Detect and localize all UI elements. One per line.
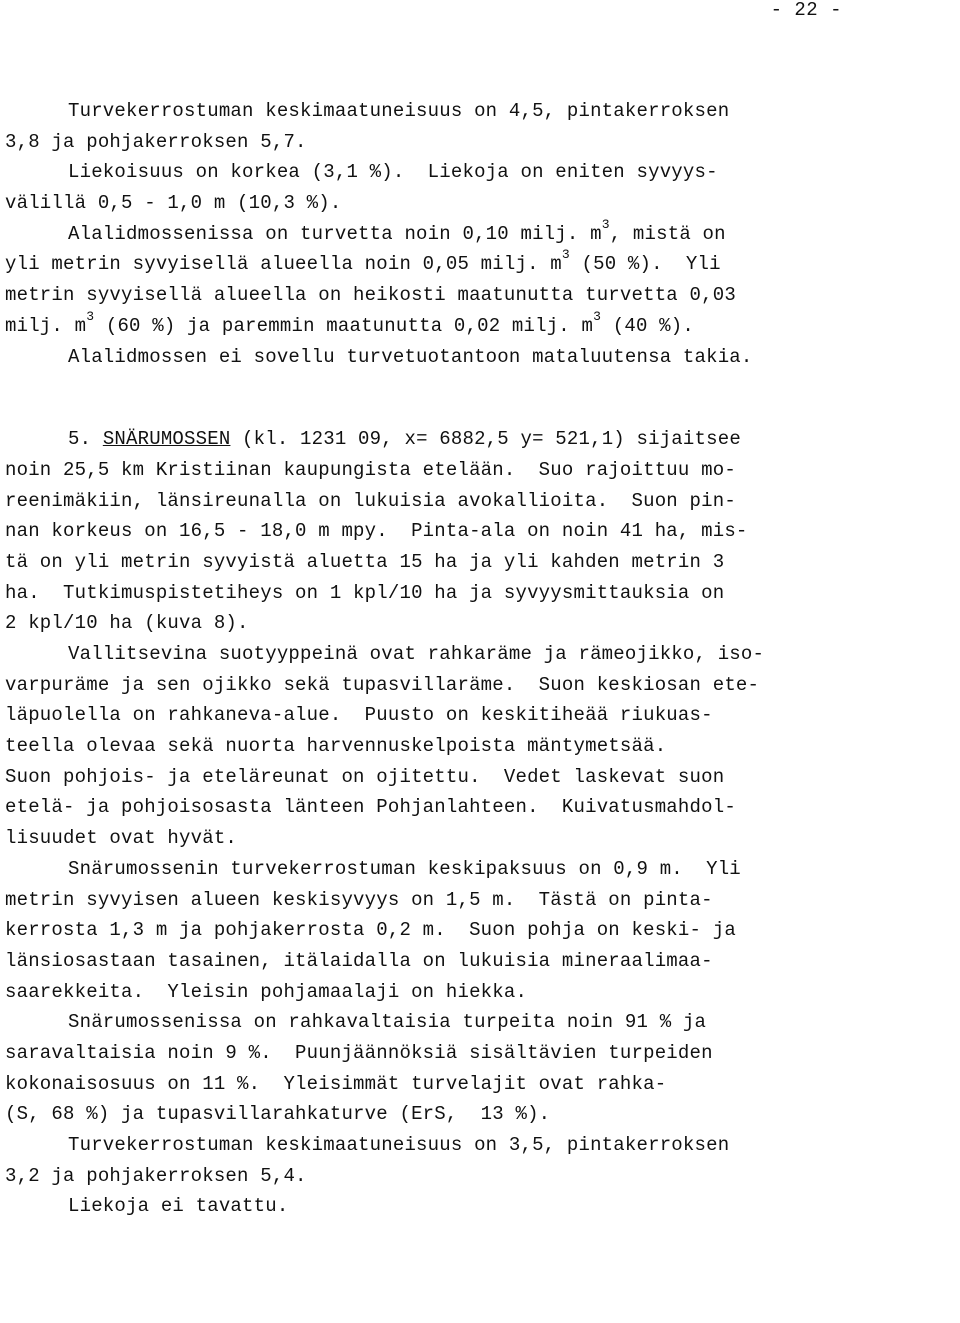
text-segment: (50 %). Yli [569,253,721,276]
text-segment: yli metrin syvyisellä alueella noin 0,05 milj. m [5,253,562,276]
text-line [5,308,885,342]
text-line: välillä 0,5 - 1,0 m (10,3 %). [5,192,342,215]
text-segment: (60 %) ja paremmin maatunutta 0,02 milj. m [94,314,594,337]
heading-number: 5. [68,428,103,451]
text-line: 2 kpl/10 ha (kuva 8). [5,612,249,635]
text-line: kerrosta 1,3 m ja pohjakerrosta 0,2 m. Suon pohja on keski- ja [5,919,736,942]
text-line: läpuolella on rahkaneva-alue. Puusto on keskitiheää riukuas- [5,704,713,727]
page-number: - 22 - [770,0,842,21]
text-line: Turvekerrostuman keskimaatuneisuus on 3,5, pintakerroksen [68,1134,730,1156]
text-line: noin 25,5 km Kristiinan kaupungista etelään. Suo rajoittuu mo- [5,458,736,481]
heading-rest: (kl. 1231 09, x= 6882,5 y= 521,1) sijaitsee [230,428,741,451]
text-line: nan korkeus on 16,5 - 18,0 m mpy. Pinta-ala on noin 41 ha, mis- [5,520,748,543]
text-line: Turvekerrostuman keskimaatuneisuus on 4,5, pintakerroksen [68,100,730,122]
text-line: tä on yli metrin syvyistä aluetta 15 ha ja yli kahden metrin 3 [5,550,725,573]
text-segment: milj. m [5,314,87,337]
text-line: Snärumossenin turvekerrostuman keskipaksuus on 0,9 m. Yli [68,857,741,880]
text-line: kokonaisosuus on 11 %. Yleisimmät turvelajit ovat rahka- [5,1072,667,1095]
text-line: saravaltaisia noin 9 %. Puunjäännöksiä sisältävien turpeiden [5,1041,713,1064]
text-line: Liekoja ei tavattu. [68,1195,289,1218]
text-line: Alalidmossen ei sovellu turvetuotantoon mataluutensa takia. [68,345,753,368]
text-line: reenimäkiin, länsireunalla on lukuisia avokallioita. Suon pin- [5,489,736,512]
superscript-3: 3 [593,308,602,324]
superscript-3: 3 [86,308,95,324]
text-line: Liekoisuus on korkea (3,1 %). Liekoja on eniten syvyys- [68,161,718,184]
text-line: teella olevaa sekä nuorta harvennuskelpoista mäntymetsää. [5,735,667,758]
superscript-3: 3 [601,216,610,232]
text-line: metrin syvyisen alueen keskisyvyys on 1,5 m. Tästä on pinta- [5,888,713,911]
text-line: Snärumossenissa on rahkavaltaisia turpeita noin 91 % ja [68,1011,707,1034]
text-line [5,216,885,250]
text-segment: (40 %). [601,314,694,337]
text-line: ha. Tutkimuspistetiheys on 1 kpl/10 ha ja syvyysmittauksia on [5,581,725,604]
text-line: metrin syvyisellä alueella on heikosti maatunutta turvetta 0,03 [5,284,736,307]
text-line: 3,8 ja pohjakerroksen 5,7. [5,130,307,153]
document-body [5,96,885,1222]
superscript-3: 3 [561,247,570,263]
text-line: Suon pohjois- ja eteläreunat on ojitettu. Vedet laskevat suon [5,765,725,788]
heading-name: SNÄRUMOSSEN [102,428,231,451]
text-segment: , mistä on [609,222,726,245]
section-heading [5,424,885,455]
text-line: (S, 68 %) ja tupasvillarahkaturve (ErS, 13 %). [5,1103,551,1126]
section-gap [5,372,885,424]
text-line [5,249,885,280]
text-line: 3,2 ja pohjakerroksen 5,4. [5,1164,307,1187]
text-line: lisuudet ovat hyvät. [5,827,238,850]
text-line: saarekkeita. Yleisin pohjamaalaji on hiekka. [5,980,528,1003]
text-line: länsiosastaan tasainen, itälaidalla on lukuisia mineraalimaa- [5,949,713,972]
text-line: varpuräme ja sen ojikko sekä tupasvillaräme. Suon keskiosan ete- [5,673,760,696]
text-line: Vallitsevina suotyyppeinä ovat rahkaräme ja rämeojikko, iso- [68,643,765,665]
text-segment: Alalidmossenissa on turvetta noin 0,10 milj. m [68,222,602,245]
text-line: etelä- ja pohjoisosasta länteen Pohjanlahteen. Kuivatusmahdol- [5,796,736,819]
